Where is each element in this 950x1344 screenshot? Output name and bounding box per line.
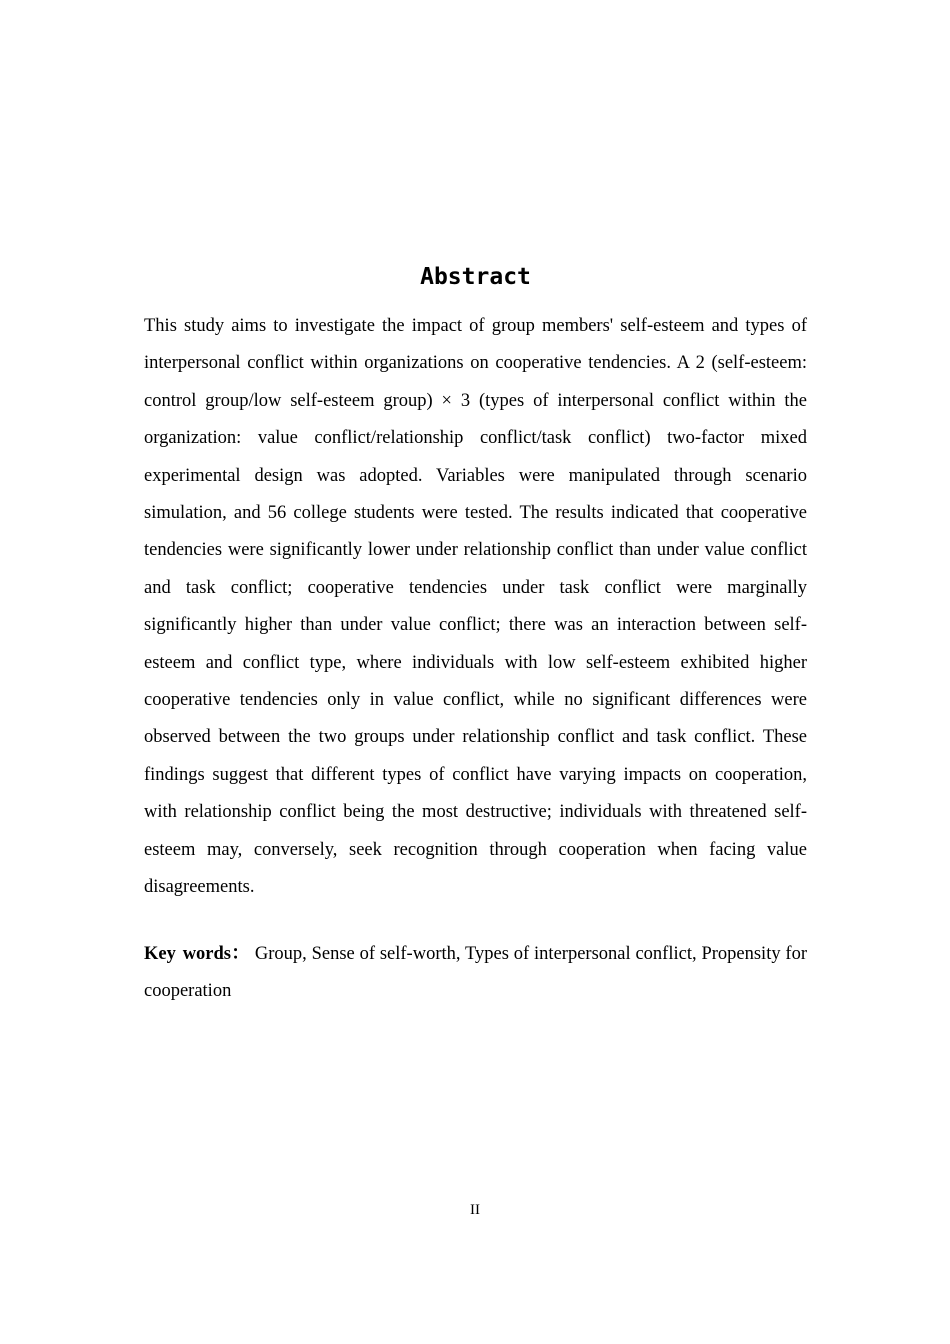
abstract-heading: Abstract <box>420 264 531 290</box>
keywords-paragraph <box>144 936 807 1011</box>
page-number: II <box>470 1202 480 1218</box>
abstract-body: This study aims to investigate the impact of group members' self-esteem and types of interpersonal conflict within organizations on cooperative tendencies. A 2 (self-esteem: control group/low self-esteem group) × 3 (types of interpersonal conflict within the organization: value conflict/relationship conflict/task conflict) two-factor mixed experimental design was adopted. Variables were manipulated through scenario simulation, and 56 college students were tested. The results indicated that cooperative tendencies were significantly lower under relationship conflict than under value conflict and task conflict; cooperative tendencies under task conflict were marginally significantly higher than under value conflict; there was an interaction between self-esteem and conflict type, where individuals with low self-esteem exhibited higher cooperative tendencies only in value conflict, while no significant differences were observed between the two groups under relationship conflict and task conflict. These findings suggest that different types of conflict have varying impacts on cooperation, with relationship conflict being the most destructive; individuals with threatened self-esteem may, conversely, seek recognition through cooperation when facing value disagreements. <box>144 316 807 898</box>
keywords-label: Key words： <box>144 943 250 964</box>
keywords-values: Group, Sense of self-worth, Types of interpersonal conflict, Propensity for cooperation <box>144 943 807 1001</box>
abstract-section <box>144 262 807 1010</box>
